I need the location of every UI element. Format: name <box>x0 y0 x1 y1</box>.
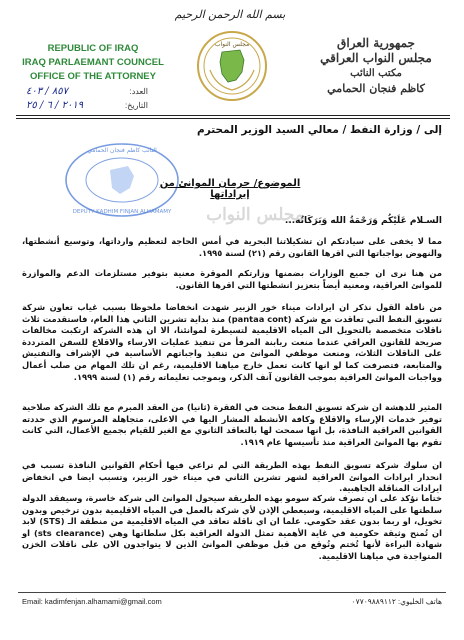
ar-header-line-2: مجلس النواب العراقي <box>320 51 432 65</box>
paragraph-6: ختاما نؤكد على ان تصرف شركة سومو بهذه الطريقة سيحول الموانئ الى شركة خاسرة، وسيفقد الدولة سلطتها على المياه الاقليمية، وسيعطي الإذن لأي شركة بالعمل في المياه الاقليمية بدون ترخيص وبدون تخويل، او ربما بدون عقد حكومي. علما ان اي ناقلة تعاقد في المياه الاقليمية من منطقة الـ (STS) لابد ان تُمنح وثيقة حكومية في غاية الأهمية تمثل الدولة العراقية بكل سلطاتها وهي (sts clearance) او شهادة البراءة لأنها تُختم وتُوقع من قبل موظفي الموانئ الذين لا يتواجدون الان على ناقلات الخزن المتواجدة في مياهنا الاقليمية. <box>22 493 442 561</box>
greeting: السـلام عَلَيْكُم وَرَحْمَةُ الله وَبَرَكَاتُه... <box>284 216 442 226</box>
paragraph-3: من نافلة القول نذكر ان ايرادات ميناء خور الزبير شهدت انخفاضا ملحوظا بسبب غياب تعاون شركة تسويق النفط التي تعاقدت مع شركة (pantaa cont) منذ بداية تشرين الثاني هذا العام، فاستقدمت ثلاث ناقلات متخصصة بالتحويل الى المياه الاقليمية لتسيطرة لموانئنا، الا ان هذه الشركة ارتكبت مخالفات صريحة للقانون العراقي عندما منعت ربابنة المرفأ من تنفيذ عمليات الارساء والاقلاع للسفن المترددة على الناقلات الثلاث، ومنعت موظفي الموانئ من تنفيذ واجباتهم الأساسية في الإشراف والتفتيش والمتابعة، فتصرفت كما لو انها كانت تعمل خارج مياهنا الاقليمية، رغم ان تلك المهام من صلب أعمال وواجبات الموانئ العراقية بموجب القانون آنف الذكر، وبموجب تعليماته رقم (١) لسنة ١٩٩٩. <box>22 302 442 382</box>
en-header-line-2: IRAQ PARLAEMANT COUNCEL <box>22 57 164 68</box>
reference-block <box>26 84 166 112</box>
stamp-bottom-text: DEPUTY KADHIM FINJAN ALHAMAMY <box>72 209 172 215</box>
footer-phone: هاتف الخليوي: ٠٧٧٠٩٨٨٩١١٢ <box>351 597 442 606</box>
header-divider-bottom <box>16 118 450 119</box>
footer <box>22 597 442 606</box>
paragraph-5: ان سلوك شركة تسويق النفط بهذه الطريقة التي لم تراعي فيها أحكام القوانين النافذة تسبب في انحدار ايرادات الموانئ العراقية لشهر تشرين الثاني في ميناء خور الزبير، وتسبب ايضا في انخفاض ايرادات المناقلة الجاهبية. <box>22 460 442 494</box>
reference-number: ٨٥٧ / ٤٠٣ <box>26 85 68 97</box>
emblem-caption: مجلس النواب <box>214 41 250 48</box>
header-divider-top <box>16 115 450 116</box>
reference-date: ٢٠١٩ / ٦ / ٢٥ <box>26 99 84 111</box>
watermark: مجلس النواب <box>206 205 304 225</box>
en-header-line-1: REPUBLIC OF IRAQ <box>47 43 139 54</box>
footer-email: Email: kadimfenjan.alhamami@gmail.com <box>22 597 162 606</box>
arabic-letterhead <box>306 36 446 96</box>
addressee-line: إلى / وزارة النفط / معالي السيد الوزير المحترم <box>197 124 442 136</box>
reference-number-label: العدد: <box>129 86 148 96</box>
en-header-line-3: OFFICE OF THE ATTORNEY <box>30 71 156 82</box>
paragraph-1: مما لا يخفى على سيادتكم ان تشكيلاتنا البحرية في أمس الحاجة لتعظيم وارداتها، وتوسيع أنشطتها، والنهوض بواجباتها التي اقرها القانون رقم (٢١) لسنة ١٩٩٥. <box>22 236 442 258</box>
ar-header-line-3: مكتب النائب <box>350 68 402 79</box>
ar-header-line-4: كاظم فنجان الحمامي <box>327 82 425 95</box>
footer-divider <box>18 592 446 593</box>
paragraph-2: من هنا نرى ان جميع الوزارات بضمنها وزارتكم الموقرة معنية بتوفير مستلزمات الدعم والموازرة للموانئ العراقية، ومعنية أيضاً بتعزيز انشطتها التي اقرها القانون. <box>22 268 442 290</box>
stamp-top-text: النائب كاظم فنجان الحمامي <box>87 147 157 154</box>
ar-header-line-1: جمهورية العراق <box>337 36 415 50</box>
subject-line: الموضوع/ حرمان الموانئ من إيراداتها <box>159 178 301 200</box>
english-letterhead <box>18 42 168 84</box>
basmala: بسم الله الرحمن الرحيم <box>174 8 286 21</box>
reference-date-label: التاريخ: <box>125 100 148 110</box>
parliament-emblem <box>196 30 268 102</box>
paragraph-4: المثير للدهشة ان شركة تسويق النفط منحت في الفقرة (ثانيا) من العقد المبرم مع تلك الشركة صلاحية توفير خدمات الإرساء والاقلاع وكافة الأنشطة المشار اليها في الاعلى، متجاهلة المرسوم الذي حددته القوانين العراقية النافذة، بل انها سمحت لها بالتعاقد الثانوي مع الغير للقيام بجميع الأعمال، التي كانت تقوم بها الموانئ العراقية منذ تأسيسها عام ١٩١٩. <box>22 402 442 447</box>
